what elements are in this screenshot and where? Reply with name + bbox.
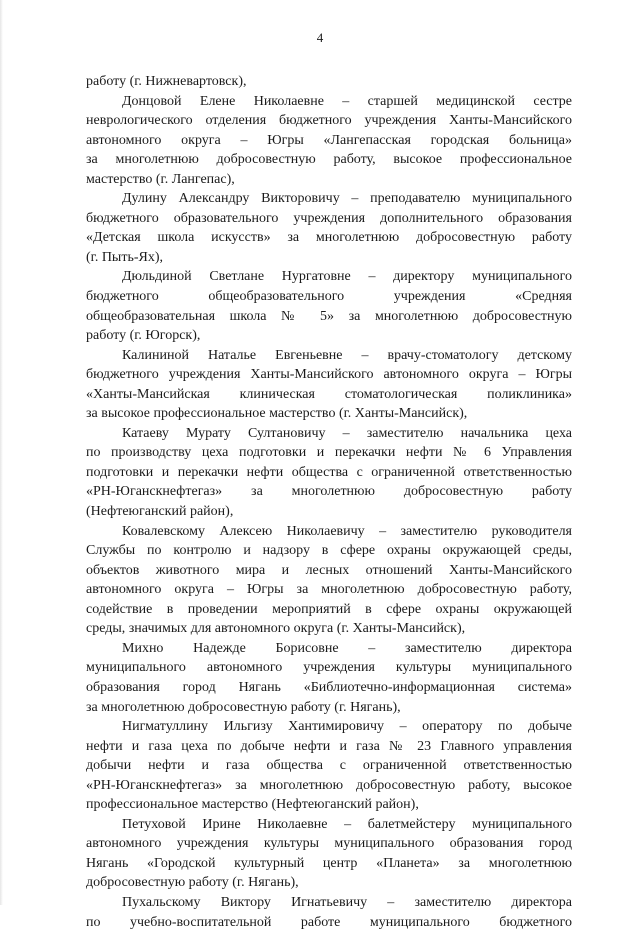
- text-line: (Нефтеюганский район),: [86, 504, 234, 520]
- text-line: работу (г. Нижневартовск),: [86, 74, 247, 89]
- text-line: подготовки и перекачки нефти общества с ограниченной ответственностью: [86, 464, 572, 480]
- text-line: по учебно-воспитательной работе муниципального бюджетного: [86, 914, 572, 930]
- text-line: содействие в проведении мероприятий в сфере охраны окружающей: [86, 601, 572, 617]
- award-entry: [86, 639, 572, 717]
- award-entry: [86, 189, 572, 267]
- text-line: добросовестную работу (г. Нягань),: [86, 875, 299, 891]
- text-line: «Ханты-Мансийская клиническая стоматологическая поликлиника»: [86, 386, 572, 402]
- text-line: Пухальскому Виктору Игнатьевичу – заместителю директора: [122, 894, 572, 910]
- text-line: работу (г. Югорск),: [86, 328, 201, 344]
- award-entry: [86, 717, 572, 815]
- text-line: за многолетнюю добросовестную работу (г. Нягань),: [86, 699, 401, 715]
- text-line: Дулину Александру Викторовичу – преподавателю муниципального: [122, 191, 572, 207]
- text-line: профессиональное мастерство (Нефтеюганский район),: [86, 797, 419, 813]
- text-line: Михно Надежде Борисовне – заместителю директора: [122, 640, 572, 656]
- award-entry: [86, 522, 572, 639]
- text-line: по производству цеха подготовки и перекачки нефти № 6 Управления: [86, 445, 572, 461]
- text-line: муниципального автономного учреждения культуры муниципального: [86, 660, 572, 676]
- text-line: автономного округа – Югры «Лангепасская городская больница»: [86, 132, 572, 148]
- text-line: Дюльдиной Светлане Нургатовне – директору муниципального: [122, 269, 572, 285]
- text-line: бюджетного образовательного учреждения дополнительного образования: [86, 210, 572, 226]
- page-number: 4: [316, 30, 324, 45]
- text-line: объектов животного мира и лесных отношений Ханты-Мансийского: [86, 562, 572, 578]
- text-line: за многолетнюю добросовестную работу, высокое профессиональное: [86, 152, 572, 168]
- text-line: неврологического отделения бюджетного учреждения Ханты-Мансийского: [86, 113, 572, 129]
- award-entry: [86, 893, 572, 932]
- text-line: автономного учреждения культуры муниципального образования город: [86, 836, 572, 852]
- text-line: образования город Нягань «Библиотечно-информационная система»: [86, 679, 572, 695]
- text-line: «РН-Юганскнефтегаз» за многолетнюю добросовестную работу, высокое: [86, 777, 572, 793]
- text-line: Ковалевскому Алексею Николаевичу – заместителю руководителя: [122, 523, 572, 539]
- award-entry: [86, 815, 572, 893]
- text-line: Нягань «Городской культурный центр «Планета» за многолетнюю: [86, 855, 572, 871]
- text-line: «РН-Юганскнефтегаз» за многолетнюю добросовестную работу: [86, 484, 572, 500]
- text-line: Нигматуллину Ильгизу Хантимировичу – оператору по добыче: [122, 719, 572, 735]
- award-entry: [86, 346, 572, 424]
- text-line: бюджетного общеобразовательного учреждения «Средняя: [86, 289, 572, 305]
- award-entry: [86, 267, 572, 345]
- document-body: [86, 72, 572, 932]
- text-line: Петуховой Ирине Николаевне – балетмейстеру муниципального: [122, 816, 572, 832]
- text-line: мастерство (г. Лангепас),: [86, 171, 235, 187]
- text-line: Службы по контролю и надзору в сфере охраны окружающей среды,: [86, 543, 572, 559]
- text-line: бюджетного учреждения Ханты-Мансийского автономного округа – Югры: [86, 367, 572, 383]
- text-line: (г. Пыть-Ях),: [86, 249, 164, 265]
- text-line: добычи нефти и газа общества с ограниченной ответственностью: [86, 758, 572, 774]
- text-line: нефти и газа цеха по добыче нефти и газа № 23 Главного управления: [86, 738, 572, 754]
- text-line: автономного округа – Югры за многолетнюю добросовестную работу,: [86, 582, 572, 598]
- text-line: общеобразовательная школа № 5» за многолетнюю добросовестную: [86, 308, 572, 324]
- award-entry: [86, 424, 572, 522]
- text-line: Катаеву Мурату Султановичу – заместителю начальника цеха: [122, 425, 572, 441]
- text-line: среды, значимых для автономного округа (г. Ханты-Мансийск),: [86, 621, 466, 637]
- award-entry: [86, 72, 572, 92]
- text-line: «Детская школа искусств» за многолетнюю добросовестную работу: [86, 230, 572, 246]
- scan-edge-shadow: [0, 0, 3, 905]
- award-entry: [86, 92, 572, 190]
- text-line: Калининой Наталье Евгеньевне – врачу-стоматологу детскому: [122, 347, 572, 363]
- text-line: Донцовой Елене Николаевне – старшей медицинской сестре: [122, 93, 572, 109]
- text-line: за высокое профессиональное мастерство (г. Ханты-Мансийск),: [86, 406, 468, 422]
